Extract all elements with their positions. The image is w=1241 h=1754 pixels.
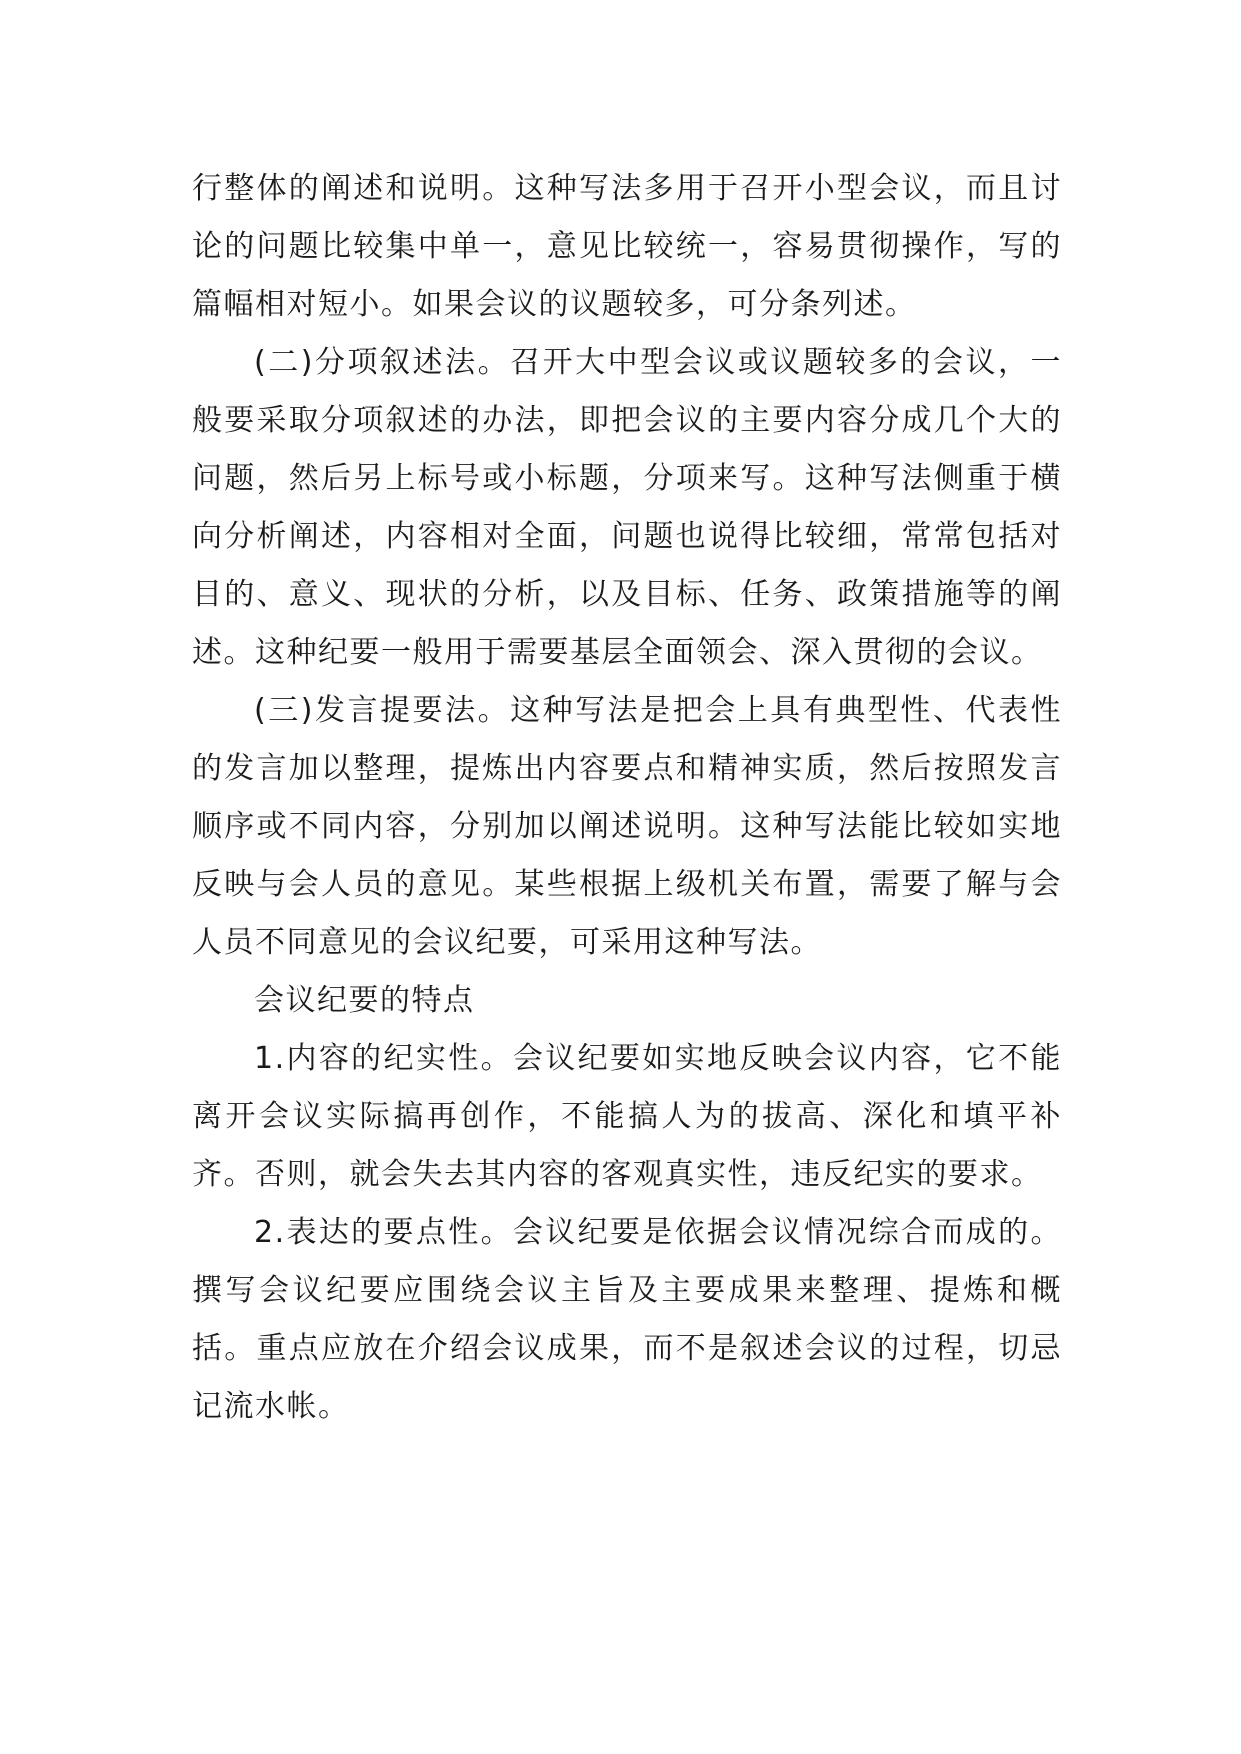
- document-body: [192, 160, 1062, 1436]
- section-heading: 会议纪要的特点: [254, 983, 475, 1018]
- paragraph-4: 1.内容的纪实性。会议纪要如实地反映会议内容，它不能离开会议实际搞再创作，不能搞人为的拔高、深化和填平补齐。否则，就会失去其内容的客观真实性，违反纪实的要求。: [192, 1041, 1062, 1192]
- paragraph-3: (三)发言提要法。这种写法是把会上具有典型性、代表性的发言加以整理，提炼出内容要点和精神实质，然后按照发言顺序或不同内容，分别加以阐述说明。这种写法能比较如实地反映与会人员的意见。某些根据上级机关布置，需要了解与会人员不同意见的会议纪要，可采用这种写法。: [192, 693, 1062, 960]
- paragraph-2: (二)分项叙述法。召开大中型会议或议题较多的会议，一般要采取分项叙述的办法，即把会议的主要内容分成几个大的问题，然后另上标号或小标题，分项来写。这种写法侧重于横向分析阐述，内容相对全面，问题也说得比较细，常常包括对目的、意义、现状的分析，以及目标、任务、政策措施等的阐述。这种纪要一般用于需要基层全面领会、深入贯彻的会议。: [192, 345, 1062, 670]
- paragraph-5: 2.表达的要点性。会议纪要是依据会议情况综合而成的。撰写会议纪要应围绕会议主旨及主要成果来整理、提炼和概括。重点应放在介绍会议成果，而不是叙述会议的过程，切忌记流水帐。: [192, 1215, 1062, 1424]
- paragraph-1: 行整体的阐述和说明。这种写法多用于召开小型会议，而且讨论的问题比较集中单一，意见比较统一，容易贯彻操作，写的篇幅相对短小。如果会议的议题较多，可分条列述。: [192, 171, 1062, 322]
